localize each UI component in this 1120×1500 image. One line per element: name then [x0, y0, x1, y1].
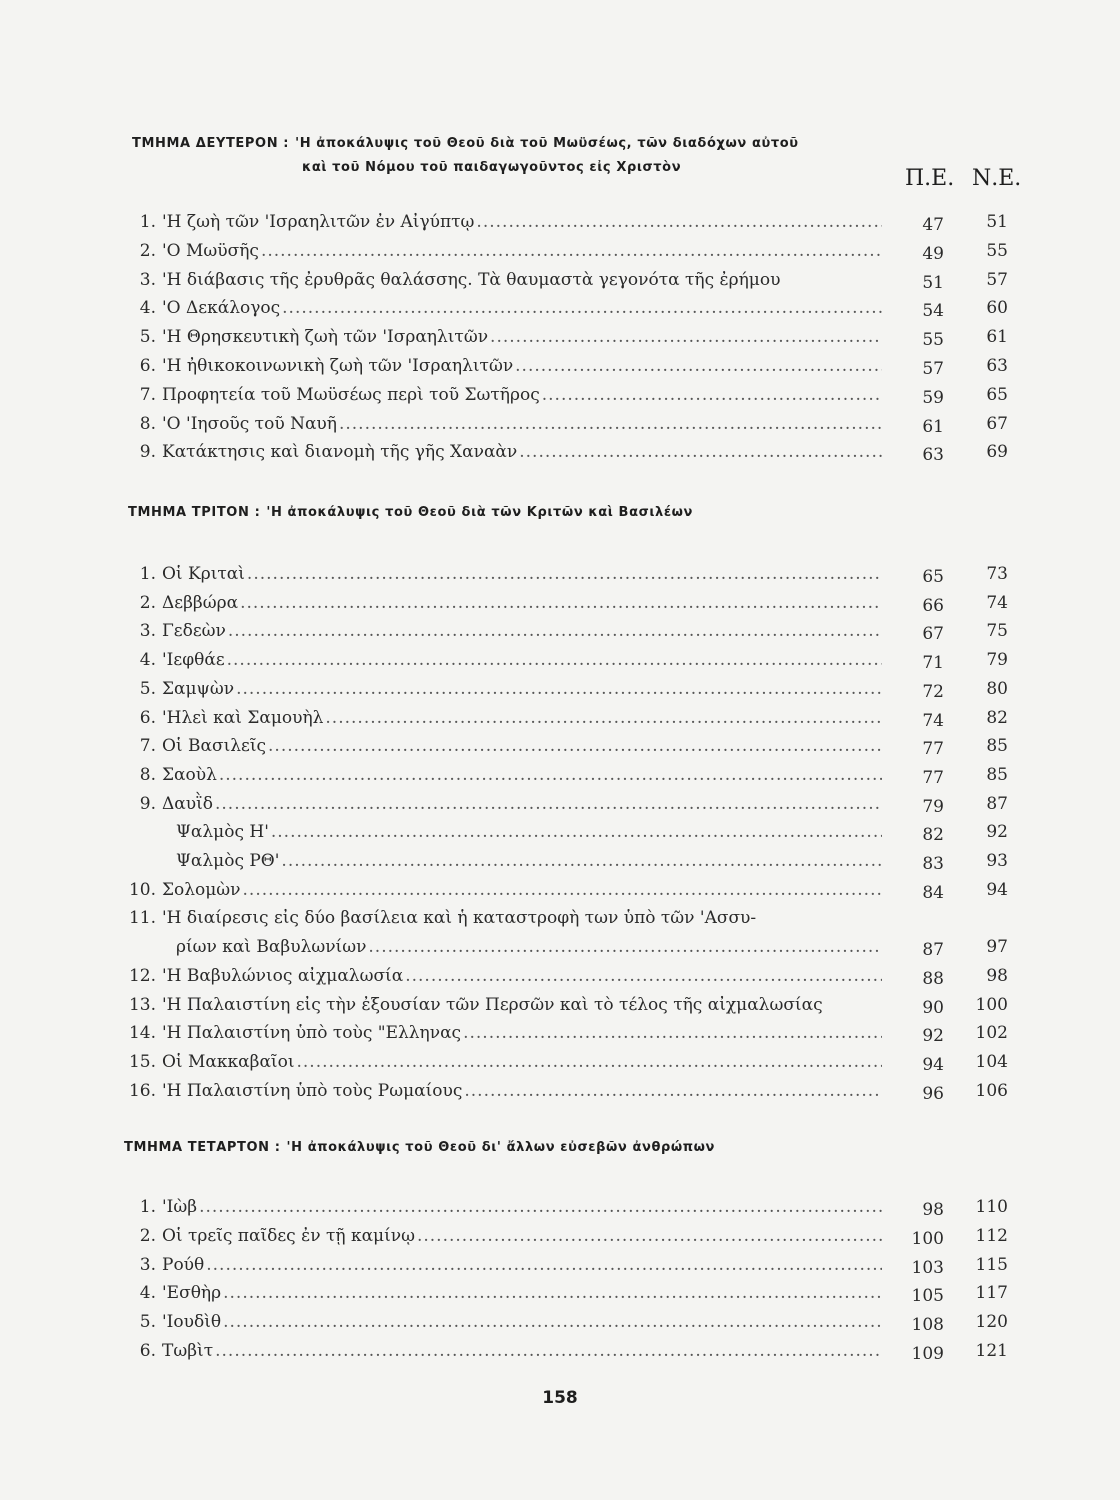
entry-number: 8.	[139, 414, 156, 434]
page-ref-ne: 60	[986, 298, 1008, 318]
entry-number: 6.	[139, 356, 156, 376]
page-ref-pe: 57	[922, 359, 944, 379]
entry-number: 3.	[139, 1255, 156, 1275]
entry-number: 16.	[128, 1081, 156, 1101]
leader-dots	[282, 294, 882, 322]
toc-entry	[128, 438, 888, 466]
leader-dots	[405, 962, 882, 990]
toc-entry	[128, 294, 888, 322]
entry-number: 7.	[139, 736, 156, 756]
entry-number: 13.	[128, 995, 156, 1015]
toc-entry	[128, 589, 888, 617]
leader-dots	[476, 208, 882, 236]
leader-dots	[490, 323, 882, 351]
toc-entry	[128, 266, 888, 294]
toc-entry	[128, 847, 888, 875]
page-ref-pe: 63	[922, 445, 944, 465]
leader-dots	[227, 646, 882, 674]
entry-title: Οἱ Βασιλεῖς	[162, 736, 267, 756]
toc-entry	[128, 646, 888, 674]
entry-title: Οἱ Κριταὶ	[162, 564, 245, 584]
page-ref-ne: 65	[986, 385, 1008, 405]
page-ref-pe: 109	[911, 1344, 944, 1364]
page-ref-pe: 83	[922, 854, 944, 874]
toc-entry	[128, 790, 888, 818]
page-ref-pe: 103	[911, 1258, 944, 1278]
entry-title: 'Η Παλαιστίνη εἰς τὴν ἐξουσίαν τῶν Περσῶν καὶ τὸ τέλος τῆς αἰχμαλωσίας	[162, 995, 823, 1015]
page-ref-pe: 100	[911, 1229, 944, 1249]
page-ref-ne: 115	[975, 1255, 1008, 1275]
leader-dots	[199, 1193, 882, 1221]
section-label: ΤΜΗΜΑ ΤΕΤΑΡΤΟΝ :	[124, 1140, 281, 1155]
page-ref-pe: 65	[922, 567, 944, 587]
page-ref-ne: 102	[975, 1023, 1008, 1043]
leader-dots	[215, 790, 882, 818]
entry-number: 5.	[139, 679, 156, 699]
leader-dots	[268, 732, 882, 760]
entry-number: 4.	[139, 298, 156, 318]
section-title-line2: καὶ τοῦ Νόμου τοῦ παιδαγωγοῦντος εἰς Χριστὸν	[302, 160, 682, 175]
entry-title: Οἱ τρεῖς παῖδες ἐν τῇ καμίνῳ	[162, 1226, 415, 1246]
page-ref-ne: 61	[986, 327, 1008, 347]
entry-number: 1.	[139, 212, 156, 232]
page-ref-ne: 100	[975, 995, 1008, 1015]
leader-dots	[368, 933, 882, 961]
page-ref-pe: 61	[922, 417, 944, 437]
entry-title: Δαυῒδ	[162, 794, 213, 814]
entry-number: 3.	[139, 621, 156, 641]
page-ref-ne: 120	[975, 1312, 1008, 1332]
page-ref-pe: 108	[911, 1315, 944, 1335]
toc-entry	[128, 323, 888, 351]
page-ref-pe: 47	[922, 215, 944, 235]
page-ref-ne: 57	[986, 270, 1008, 290]
leader-dots	[519, 438, 882, 466]
page-ref-pe: 92	[922, 1026, 944, 1046]
page-ref-ne: 55	[986, 241, 1008, 261]
page-ref-ne: 97	[986, 937, 1008, 957]
leader-dots	[297, 1048, 883, 1076]
page-ref-ne: 112	[975, 1226, 1008, 1246]
leader-dots	[271, 818, 882, 846]
page-ref-ne: 110	[975, 1197, 1008, 1217]
toc-entry	[128, 675, 888, 703]
entry-title: Οἱ Μακκαβαῖοι	[162, 1052, 295, 1072]
page-ref-pe: 84	[922, 883, 944, 903]
entry-number: 4.	[139, 650, 156, 670]
page-ref-ne: 74	[986, 593, 1008, 613]
page-ref-ne: 85	[986, 736, 1008, 756]
page-ref-ne: 117	[975, 1283, 1008, 1303]
entry-title: ρίων καὶ Βαβυλωνίων	[176, 937, 367, 957]
entry-title: 'Η Θρησκευτικὴ ζωὴ τῶν 'Ισραηλιτῶν	[162, 327, 489, 347]
toc-entry	[128, 617, 888, 645]
entry-title: Ψαλμὸς Η'	[176, 822, 269, 842]
toc-entry	[128, 933, 888, 961]
entry-title: Δεββώρα	[162, 593, 239, 613]
entry-number: 3.	[139, 270, 156, 290]
page-ref-ne: 121	[975, 1341, 1008, 1361]
toc-entry	[128, 761, 888, 789]
page-ref-pe: 72	[922, 682, 944, 702]
toc-entry	[128, 1193, 888, 1221]
leader-dots	[463, 1019, 882, 1047]
column-header-ne: Ν.Ε.	[972, 166, 1022, 191]
leader-dots	[223, 1279, 882, 1307]
entry-title: Γεδεὼν	[162, 621, 226, 641]
leader-dots	[261, 237, 882, 265]
section-title-line1: 'Η ἀποκάλυψις τοῦ Θεοῦ διὰ τῶν Κριτῶν καὶ Βασιλέων	[266, 505, 694, 520]
entry-title: 'Ο Δεκάλογος	[162, 298, 281, 318]
leader-dots	[219, 761, 882, 789]
page-ref-pe: 66	[922, 596, 944, 616]
entry-number: 10.	[128, 880, 156, 900]
entry-title: 'Η διαίρεσις εἰς δύο βασίλεια καὶ ἡ καταστροφὴ των ὑπὸ τῶν 'Ασσυ-	[162, 908, 757, 928]
page-ref-ne: 82	[986, 708, 1008, 728]
page-ref-pe: 98	[922, 1200, 944, 1220]
page-ref-pe: 67	[922, 624, 944, 644]
entry-number: 6.	[139, 1341, 156, 1361]
leader-dots	[325, 704, 882, 732]
entry-title: 'Ηλεὶ καὶ Σαμουὴλ	[162, 708, 324, 728]
page-number: 158	[542, 1388, 578, 1408]
entry-title: 'Η ἠθικοκοινωνικὴ ζωὴ τῶν 'Ισραηλιτῶν	[162, 356, 514, 376]
entry-title: 'Ιεφθάε	[162, 650, 225, 670]
leader-dots	[236, 675, 882, 703]
toc-entry	[128, 208, 888, 236]
toc-entry	[128, 1279, 888, 1307]
entry-title: 'Η Παλαιστίνη ὑπὸ τοὺς Ρωμαίους	[162, 1081, 463, 1101]
toc-entry	[128, 1308, 888, 1336]
entry-number: 2.	[139, 593, 156, 613]
entry-number: 11.	[128, 908, 156, 928]
page-ref-ne: 98	[986, 966, 1008, 986]
entry-title: 'Ο 'Ιησοῦς τοῦ Ναυῆ	[162, 414, 337, 434]
page-ref-ne: 93	[986, 851, 1008, 871]
entry-number: 5.	[139, 327, 156, 347]
toc-entry	[128, 410, 888, 438]
toc-entry	[128, 1048, 888, 1076]
entry-title: 'Εσθὴρ	[162, 1283, 222, 1303]
toc-entry	[128, 352, 888, 380]
entry-title: Σαοὺλ	[162, 765, 217, 785]
page-ref-ne: 69	[986, 442, 1008, 462]
page-ref-ne: 75	[986, 621, 1008, 641]
entry-number: 2.	[139, 241, 156, 261]
page-ref-pe: 88	[922, 969, 944, 989]
toc-entry	[128, 818, 888, 846]
entry-number: 9.	[139, 794, 156, 814]
entry-title: Τωβὶτ	[162, 1341, 214, 1361]
column-header-pe: Π.Ε.	[905, 166, 955, 191]
entry-title: Σολομὼν	[162, 880, 241, 900]
page-ref-ne: 87	[986, 794, 1008, 814]
entry-title: 'Η ζωὴ τῶν 'Ισραηλιτῶν ἐν Αἰγύπτῳ	[162, 212, 475, 232]
toc-entry	[128, 732, 888, 760]
toc-entry	[128, 1251, 888, 1279]
leader-dots	[339, 410, 882, 438]
section-title-line1: 'Η ἀποκάλυψις τοῦ Θεοῦ δι' ἄλλων εὐσεβῶν ἀνθρώπων	[286, 1140, 716, 1155]
page-ref-pe: 94	[922, 1055, 944, 1075]
section-label: ΤΜΗΜΑ ΔΕΥΤΕΡΟΝ :	[132, 136, 290, 151]
section-four-heading	[124, 1140, 715, 1155]
page-ref-ne: 67	[986, 414, 1008, 434]
page-ref-pe: 90	[922, 998, 944, 1018]
page-ref-ne: 94	[986, 880, 1008, 900]
toc-entry	[128, 237, 888, 265]
entry-title: Ψαλμὸς ΡΘ'	[176, 851, 280, 871]
section-three-heading	[128, 505, 693, 520]
entry-number: 1.	[139, 1197, 156, 1217]
page-ref-pe: 71	[922, 653, 944, 673]
toc-entry	[128, 1077, 888, 1105]
leader-dots	[206, 1251, 882, 1279]
page-ref-pe: 74	[922, 711, 944, 731]
page-ref-pe: 105	[911, 1286, 944, 1306]
page-ref-pe: 87	[922, 940, 944, 960]
toc-entry	[128, 991, 888, 1019]
page-ref-ne: 63	[986, 356, 1008, 376]
entry-number: 2.	[139, 1226, 156, 1246]
leader-dots	[215, 1337, 882, 1365]
page-ref-pe: 54	[922, 301, 944, 321]
leader-dots	[228, 617, 882, 645]
page-ref-ne: 92	[986, 822, 1008, 842]
toc-entry	[128, 876, 888, 904]
toc-entry	[128, 381, 888, 409]
page-ref-ne: 73	[986, 564, 1008, 584]
page-ref-pe: 51	[922, 273, 944, 293]
entry-title: 'Ιουδὶθ	[162, 1312, 222, 1332]
page-ref-ne: 104	[975, 1052, 1008, 1072]
entry-number: 7.	[139, 385, 156, 405]
page-ref-pe: 96	[922, 1084, 944, 1104]
section-label: ΤΜΗΜΑ ΤΡΙΤΟΝ :	[128, 505, 261, 520]
page-ref-pe: 79	[922, 797, 944, 817]
leader-dots	[223, 1308, 882, 1336]
entry-title: 'Η Βαβυλώνιος αἰχμαλωσία	[162, 966, 404, 986]
section-two-heading-cont	[302, 160, 681, 175]
entry-title: Προφητεία τοῦ Μωϋσέως περὶ τοῦ Σωτῆρος	[162, 385, 540, 405]
entry-number: 4.	[139, 1283, 156, 1303]
toc-entry	[128, 1222, 888, 1250]
leader-dots	[515, 352, 882, 380]
leader-dots	[542, 381, 882, 409]
entry-title: 'Ιὼβ	[162, 1197, 198, 1217]
toc-entry	[128, 560, 888, 588]
entry-number: 15.	[128, 1052, 156, 1072]
page-ref-pe: 82	[922, 825, 944, 845]
page-ref-ne: 85	[986, 765, 1008, 785]
entry-number: 5.	[139, 1312, 156, 1332]
page-ref-ne: 79	[986, 650, 1008, 670]
entry-number: 12.	[128, 966, 156, 986]
entry-title: 'Η διάβασις τῆς ἐρυθρᾶς θαλάσσης. Τὰ θαυμαστὰ γεγονότα τῆς ἐρήμου	[162, 270, 781, 290]
page-ref-pe: 77	[922, 768, 944, 788]
entry-number: 6.	[139, 708, 156, 728]
toc-entry	[128, 704, 888, 732]
leader-dots	[281, 847, 882, 875]
page-ref-pe: 49	[922, 244, 944, 264]
section-title-line1: 'Η ἀποκάλυψις τοῦ Θεοῦ διὰ τοῦ Μωϋσέως, τῶν διαδόχων αὐτοῦ	[295, 136, 799, 151]
leader-dots	[247, 560, 882, 588]
leader-dots	[243, 876, 882, 904]
entry-title: Σαμψὼν	[162, 679, 235, 699]
page-ref-ne: 106	[975, 1081, 1008, 1101]
toc-entry	[128, 904, 888, 932]
entry-title: 'Η Παλαιστίνη ὑπὸ τοὺς "Ελληνας	[162, 1023, 462, 1043]
leader-dots	[464, 1077, 882, 1105]
section-two-heading	[132, 136, 799, 151]
entry-title: Κατάκτησις καὶ διανομὴ τῆς γῆς Χαναὰν	[162, 442, 518, 462]
entry-title: 'Ο Μωϋσῆς	[162, 241, 259, 261]
entry-title: Ρούθ	[162, 1255, 205, 1275]
leader-dots	[240, 589, 882, 617]
toc-entry	[128, 1019, 888, 1047]
page-ref-ne: 80	[986, 679, 1008, 699]
entry-number: 8.	[139, 765, 156, 785]
leader-dots	[417, 1222, 882, 1250]
page-ref-pe: 77	[922, 739, 944, 759]
entry-number: 1.	[139, 564, 156, 584]
toc-entry	[128, 962, 888, 990]
toc-entry	[128, 1337, 888, 1365]
entry-number: 9.	[139, 442, 156, 462]
entry-number: 14.	[128, 1023, 156, 1043]
page-ref-pe: 55	[922, 330, 944, 350]
page-ref-ne: 51	[986, 212, 1008, 232]
page-ref-pe: 59	[922, 388, 944, 408]
